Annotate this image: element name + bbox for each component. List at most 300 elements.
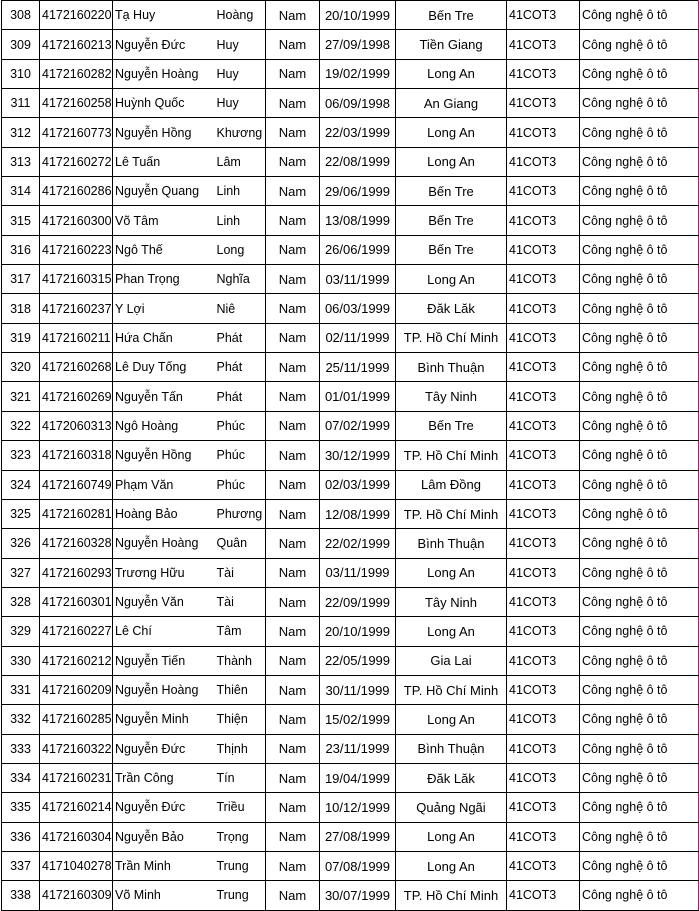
surname-cell: Võ Tâm [113, 206, 215, 235]
given-name-cell: Quân [215, 529, 266, 558]
given-name-cell: Thịnh [215, 734, 266, 763]
class-code-cell: 41COT3 [507, 206, 580, 235]
major-cell: Công nghệ ô tô [580, 675, 699, 704]
birthplace-cell: Long An [396, 147, 507, 176]
given-name-cell: Thành [215, 646, 266, 675]
major-cell: Công nghệ ô tô [580, 294, 699, 323]
student-id-cell: 4172160304 [40, 822, 113, 851]
class-code-cell: 41COT3 [507, 617, 580, 646]
birthplace-cell: Quảng Ngãi [396, 793, 507, 822]
date-of-birth-cell: 12/08/1999 [320, 499, 396, 528]
student-id-cell: 4172160258 [40, 89, 113, 118]
gender-cell: Nam [266, 617, 320, 646]
class-code-cell: 41COT3 [507, 734, 580, 763]
major-cell: Công nghệ ô tô [580, 763, 699, 792]
row-number-cell: 325 [2, 499, 40, 528]
major-cell: Công nghệ ô tô [580, 353, 699, 382]
class-code-cell: 41COT3 [507, 1, 580, 30]
major-cell: Công nghệ ô tô [580, 59, 699, 88]
major-cell: Công nghệ ô tô [580, 30, 699, 59]
student-id-cell: 4172160301 [40, 587, 113, 616]
given-name-cell: Huy [215, 30, 266, 59]
surname-cell: Nguyễn Hồng [113, 118, 215, 147]
table-row [2, 206, 699, 235]
class-code-cell: 41COT3 [507, 353, 580, 382]
given-name-cell: Phương [215, 499, 266, 528]
table-row [2, 177, 699, 206]
surname-cell: Nguyễn Hoàng [113, 675, 215, 704]
birthplace-cell: Tây Ninh [396, 382, 507, 411]
table-row [2, 1, 699, 30]
birthplace-cell: Bình Thuận [396, 529, 507, 558]
gender-cell: Nam [266, 323, 320, 352]
student-id-cell: 4172160237 [40, 294, 113, 323]
birthplace-cell: Bến Tre [396, 235, 507, 264]
class-code-cell: 41COT3 [507, 499, 580, 528]
date-of-birth-cell: 22/03/1999 [320, 118, 396, 147]
student-id-cell: 4172160282 [40, 59, 113, 88]
given-name-cell: Linh [215, 177, 266, 206]
date-of-birth-cell: 15/02/1999 [320, 705, 396, 734]
surname-cell: Nguyễn Đức [113, 793, 215, 822]
date-of-birth-cell: 06/03/1999 [320, 294, 396, 323]
gender-cell: Nam [266, 705, 320, 734]
major-cell: Công nghệ ô tô [580, 734, 699, 763]
surname-cell: Võ Minh [113, 881, 215, 910]
major-cell: Công nghệ ô tô [580, 705, 699, 734]
table-row [2, 411, 699, 440]
given-name-cell: Tâm [215, 617, 266, 646]
table-row [2, 822, 699, 851]
birthplace-cell: Bình Thuận [396, 734, 507, 763]
class-code-cell: 41COT3 [507, 675, 580, 704]
row-number-cell: 308 [2, 1, 40, 30]
table-row [2, 118, 699, 147]
class-code-cell: 41COT3 [507, 881, 580, 910]
row-number-cell: 326 [2, 529, 40, 558]
birthplace-cell: Long An [396, 822, 507, 851]
birthplace-cell: TP. Hồ Chí Minh [396, 881, 507, 910]
date-of-birth-cell: 07/08/1999 [320, 851, 396, 880]
gender-cell: Nam [266, 206, 320, 235]
surname-cell: Y Lợi [113, 294, 215, 323]
surname-cell: Trần Công [113, 763, 215, 792]
surname-cell: Nguyễn Tấn [113, 382, 215, 411]
major-cell: Công nghệ ô tô [580, 382, 699, 411]
gender-cell: Nam [266, 411, 320, 440]
major-cell: Công nghệ ô tô [580, 587, 699, 616]
gender-cell: Nam [266, 499, 320, 528]
class-code-cell: 41COT3 [507, 529, 580, 558]
major-cell: Công nghệ ô tô [580, 441, 699, 470]
given-name-cell: Nghĩa [215, 265, 266, 294]
birthplace-cell: TP. Hồ Chí Minh [396, 499, 507, 528]
major-cell: Công nghệ ô tô [580, 323, 699, 352]
class-code-cell: 41COT3 [507, 587, 580, 616]
given-name-cell: Khương [215, 118, 266, 147]
given-name-cell: Trọng [215, 822, 266, 851]
student-id-cell: 4172160322 [40, 734, 113, 763]
date-of-birth-cell: 03/11/1999 [320, 558, 396, 587]
row-number-cell: 318 [2, 294, 40, 323]
class-code-cell: 41COT3 [507, 265, 580, 294]
table-row [2, 147, 699, 176]
student-id-cell: 4172160269 [40, 382, 113, 411]
class-code-cell: 41COT3 [507, 177, 580, 206]
given-name-cell: Trung [215, 851, 266, 880]
roster-body [2, 1, 699, 911]
date-of-birth-cell: 13/08/1999 [320, 206, 396, 235]
gender-cell: Nam [266, 59, 320, 88]
given-name-cell: Tín [215, 763, 266, 792]
row-number-cell: 310 [2, 59, 40, 88]
table-row [2, 705, 699, 734]
row-number-cell: 331 [2, 675, 40, 704]
class-code-cell: 41COT3 [507, 59, 580, 88]
major-cell: Công nghệ ô tô [580, 177, 699, 206]
given-name-cell: Phúc [215, 470, 266, 499]
row-number-cell: 316 [2, 235, 40, 264]
major-cell: Công nghệ ô tô [580, 851, 699, 880]
major-cell: Công nghệ ô tô [580, 235, 699, 264]
table-row [2, 881, 699, 910]
birthplace-cell: Long An [396, 851, 507, 880]
table-row [2, 294, 699, 323]
student-id-cell: 4171040278 [40, 851, 113, 880]
birthplace-cell: Gia Lai [396, 646, 507, 675]
table-row [2, 617, 699, 646]
table-row [2, 265, 699, 294]
surname-cell: Lê Chí [113, 617, 215, 646]
student-id-cell: 4172160272 [40, 147, 113, 176]
major-cell: Công nghệ ô tô [580, 206, 699, 235]
class-code-cell: 41COT3 [507, 411, 580, 440]
class-code-cell: 41COT3 [507, 793, 580, 822]
given-name-cell: Long [215, 235, 266, 264]
birthplace-cell: Đăk Lăk [396, 763, 507, 792]
birthplace-cell: Long An [396, 265, 507, 294]
surname-cell: Huỳnh Quốc [113, 89, 215, 118]
date-of-birth-cell: 29/06/1999 [320, 177, 396, 206]
row-number-cell: 329 [2, 617, 40, 646]
table-row [2, 587, 699, 616]
surname-cell: Nguyễn Tiến [113, 646, 215, 675]
class-code-cell: 41COT3 [507, 763, 580, 792]
class-code-cell: 41COT3 [507, 558, 580, 587]
student-id-cell: 4172160286 [40, 177, 113, 206]
date-of-birth-cell: 19/04/1999 [320, 763, 396, 792]
surname-cell: Trương Hữu [113, 558, 215, 587]
gender-cell: Nam [266, 793, 320, 822]
student-roster-table [1, 0, 699, 911]
table-row [2, 763, 699, 792]
row-number-cell: 311 [2, 89, 40, 118]
given-name-cell: Thiên [215, 675, 266, 704]
birthplace-cell: Long An [396, 59, 507, 88]
gender-cell: Nam [266, 529, 320, 558]
student-id-cell: 4172160328 [40, 529, 113, 558]
class-code-cell: 41COT3 [507, 323, 580, 352]
given-name-cell: Tài [215, 558, 266, 587]
table-row [2, 30, 699, 59]
major-cell: Công nghệ ô tô [580, 617, 699, 646]
surname-cell: Ngô Hoàng [113, 411, 215, 440]
surname-cell: Nguyễn Hoàng [113, 529, 215, 558]
given-name-cell: Phúc [215, 441, 266, 470]
student-id-cell: 4172160309 [40, 881, 113, 910]
class-code-cell: 41COT3 [507, 441, 580, 470]
birthplace-cell: TP. Hồ Chí Minh [396, 675, 507, 704]
surname-cell: Phan Trọng [113, 265, 215, 294]
major-cell: Công nghệ ô tô [580, 499, 699, 528]
date-of-birth-cell: 30/11/1999 [320, 675, 396, 704]
birthplace-cell: Bến Tre [396, 411, 507, 440]
gender-cell: Nam [266, 147, 320, 176]
gender-cell: Nam [266, 177, 320, 206]
gender-cell: Nam [266, 470, 320, 499]
date-of-birth-cell: 30/12/1999 [320, 441, 396, 470]
row-number-cell: 317 [2, 265, 40, 294]
gender-cell: Nam [266, 265, 320, 294]
student-id-cell: 4172160281 [40, 499, 113, 528]
surname-cell: Nguyễn Đức [113, 734, 215, 763]
class-code-cell: 41COT3 [507, 822, 580, 851]
table-row [2, 470, 699, 499]
gender-cell: Nam [266, 822, 320, 851]
class-code-cell: 41COT3 [507, 851, 580, 880]
gender-cell: Nam [266, 89, 320, 118]
surname-cell: Nguyễn Quang [113, 177, 215, 206]
gender-cell: Nam [266, 734, 320, 763]
row-number-cell: 330 [2, 646, 40, 675]
gender-cell: Nam [266, 353, 320, 382]
major-cell: Công nghệ ô tô [580, 147, 699, 176]
date-of-birth-cell: 30/07/1999 [320, 881, 396, 910]
table-row [2, 353, 699, 382]
gender-cell: Nam [266, 675, 320, 704]
row-number-cell: 337 [2, 851, 40, 880]
gender-cell: Nam [266, 30, 320, 59]
table-row [2, 558, 699, 587]
birthplace-cell: Tiền Giang [396, 30, 507, 59]
major-cell: Công nghệ ô tô [580, 646, 699, 675]
row-number-cell: 333 [2, 734, 40, 763]
surname-cell: Hứa Chấn [113, 323, 215, 352]
student-id-cell: 4172160220 [40, 1, 113, 30]
birthplace-cell: Long An [396, 118, 507, 147]
row-number-cell: 332 [2, 705, 40, 734]
surname-cell: Lê Duy Tống [113, 353, 215, 382]
given-name-cell: Triều [215, 793, 266, 822]
table-row [2, 851, 699, 880]
student-id-cell: 4172160213 [40, 30, 113, 59]
major-cell: Công nghệ ô tô [580, 822, 699, 851]
birthplace-cell: Bến Tre [396, 206, 507, 235]
row-number-cell: 338 [2, 881, 40, 910]
surname-cell: Nguyễn Hoàng [113, 59, 215, 88]
major-cell: Công nghệ ô tô [580, 118, 699, 147]
student-id-cell: 4172160315 [40, 265, 113, 294]
major-cell: Công nghệ ô tô [580, 411, 699, 440]
birthplace-cell: Tây Ninh [396, 587, 507, 616]
gender-cell: Nam [266, 235, 320, 264]
row-number-cell: 312 [2, 118, 40, 147]
row-number-cell: 324 [2, 470, 40, 499]
table-row [2, 382, 699, 411]
given-name-cell: Thiện [215, 705, 266, 734]
student-id-cell: 4172160214 [40, 793, 113, 822]
table-row [2, 675, 699, 704]
gender-cell: Nam [266, 441, 320, 470]
date-of-birth-cell: 22/08/1999 [320, 147, 396, 176]
table-row [2, 59, 699, 88]
date-of-birth-cell: 26/06/1999 [320, 235, 396, 264]
class-code-cell: 41COT3 [507, 646, 580, 675]
major-cell: Công nghệ ô tô [580, 793, 699, 822]
gender-cell: Nam [266, 851, 320, 880]
row-number-cell: 321 [2, 382, 40, 411]
date-of-birth-cell: 07/02/1999 [320, 411, 396, 440]
gender-cell: Nam [266, 118, 320, 147]
major-cell: Công nghệ ô tô [580, 558, 699, 587]
row-number-cell: 315 [2, 206, 40, 235]
date-of-birth-cell: 22/05/1999 [320, 646, 396, 675]
given-name-cell: Huy [215, 59, 266, 88]
table-row [2, 235, 699, 264]
surname-cell: Tạ Huy [113, 1, 215, 30]
table-row [2, 499, 699, 528]
given-name-cell: Niê [215, 294, 266, 323]
date-of-birth-cell: 27/08/1999 [320, 822, 396, 851]
given-name-cell: Phát [215, 382, 266, 411]
student-id-cell: 4172160268 [40, 353, 113, 382]
date-of-birth-cell: 25/11/1999 [320, 353, 396, 382]
surname-cell: Nguyễn Minh [113, 705, 215, 734]
gender-cell: Nam [266, 558, 320, 587]
birthplace-cell: Bình Thuận [396, 353, 507, 382]
table-row [2, 734, 699, 763]
row-number-cell: 309 [2, 30, 40, 59]
birthplace-cell: An Giang [396, 89, 507, 118]
gender-cell: Nam [266, 382, 320, 411]
given-name-cell: Linh [215, 206, 266, 235]
major-cell: Công nghệ ô tô [580, 470, 699, 499]
date-of-birth-cell: 22/09/1999 [320, 587, 396, 616]
class-code-cell: 41COT3 [507, 147, 580, 176]
student-id-cell: 4172160212 [40, 646, 113, 675]
birthplace-cell: Long An [396, 705, 507, 734]
date-of-birth-cell: 20/10/1999 [320, 1, 396, 30]
student-id-cell: 4172160231 [40, 763, 113, 792]
surname-cell: Lê Tuấn [113, 147, 215, 176]
date-of-birth-cell: 19/02/1999 [320, 59, 396, 88]
class-code-cell: 41COT3 [507, 89, 580, 118]
date-of-birth-cell: 27/09/1998 [320, 30, 396, 59]
gender-cell: Nam [266, 763, 320, 792]
surname-cell: Ngô Thế [113, 235, 215, 264]
student-id-cell: 4172160211 [40, 323, 113, 352]
table-row [2, 89, 699, 118]
birthplace-cell: TP. Hồ Chí Minh [396, 441, 507, 470]
surname-cell: Hoàng Bảo [113, 499, 215, 528]
table-row [2, 793, 699, 822]
row-number-cell: 322 [2, 411, 40, 440]
student-id-cell: 4172160300 [40, 206, 113, 235]
table-row [2, 323, 699, 352]
major-cell: Công nghệ ô tô [580, 881, 699, 910]
birthplace-cell: Long An [396, 558, 507, 587]
surname-cell: Trần Minh [113, 851, 215, 880]
date-of-birth-cell: 22/02/1999 [320, 529, 396, 558]
date-of-birth-cell: 02/03/1999 [320, 470, 396, 499]
surname-cell: Phạm Văn [113, 470, 215, 499]
row-number-cell: 336 [2, 822, 40, 851]
table-row [2, 646, 699, 675]
student-id-cell: 4172160318 [40, 441, 113, 470]
table-row [2, 529, 699, 558]
date-of-birth-cell: 23/11/1999 [320, 734, 396, 763]
row-number-cell: 314 [2, 177, 40, 206]
row-number-cell: 334 [2, 763, 40, 792]
given-name-cell: Lâm [215, 147, 266, 176]
student-id-cell: 4172160749 [40, 470, 113, 499]
row-number-cell: 335 [2, 793, 40, 822]
row-number-cell: 328 [2, 587, 40, 616]
date-of-birth-cell: 02/11/1999 [320, 323, 396, 352]
student-id-cell: 4172160209 [40, 675, 113, 704]
birthplace-cell: TP. Hồ Chí Minh [396, 323, 507, 352]
class-code-cell: 41COT3 [507, 470, 580, 499]
date-of-birth-cell: 06/09/1998 [320, 89, 396, 118]
date-of-birth-cell: 10/12/1999 [320, 793, 396, 822]
class-code-cell: 41COT3 [507, 30, 580, 59]
class-code-cell: 41COT3 [507, 294, 580, 323]
class-code-cell: 41COT3 [507, 235, 580, 264]
row-number-cell: 320 [2, 353, 40, 382]
birthplace-cell: Bến Tre [396, 1, 507, 30]
major-cell: Công nghệ ô tô [580, 529, 699, 558]
class-code-cell: 41COT3 [507, 118, 580, 147]
class-code-cell: 41COT3 [507, 705, 580, 734]
date-of-birth-cell: 20/10/1999 [320, 617, 396, 646]
given-name-cell: Hoàng [215, 1, 266, 30]
given-name-cell: Phát [215, 353, 266, 382]
row-number-cell: 313 [2, 147, 40, 176]
student-id-cell: 4172160773 [40, 118, 113, 147]
birthplace-cell: Long An [396, 617, 507, 646]
gender-cell: Nam [266, 881, 320, 910]
table-row [2, 441, 699, 470]
given-name-cell: Phát [215, 323, 266, 352]
student-id-cell: 4172160293 [40, 558, 113, 587]
student-id-cell: 4172060313 [40, 411, 113, 440]
surname-cell: Nguyễn Hồng [113, 441, 215, 470]
birthplace-cell: Đăk Lăk [396, 294, 507, 323]
gender-cell: Nam [266, 646, 320, 675]
student-id-cell: 4172160223 [40, 235, 113, 264]
birthplace-cell: Bến Tre [396, 177, 507, 206]
gender-cell: Nam [266, 587, 320, 616]
date-of-birth-cell: 01/01/1999 [320, 382, 396, 411]
given-name-cell: Huy [215, 89, 266, 118]
given-name-cell: Tài [215, 587, 266, 616]
row-number-cell: 323 [2, 441, 40, 470]
birthplace-cell: Lâm Đồng [396, 470, 507, 499]
surname-cell: Nguyễn Đức [113, 30, 215, 59]
row-number-cell: 319 [2, 323, 40, 352]
given-name-cell: Phúc [215, 411, 266, 440]
surname-cell: Nguyễn Bảo [113, 822, 215, 851]
